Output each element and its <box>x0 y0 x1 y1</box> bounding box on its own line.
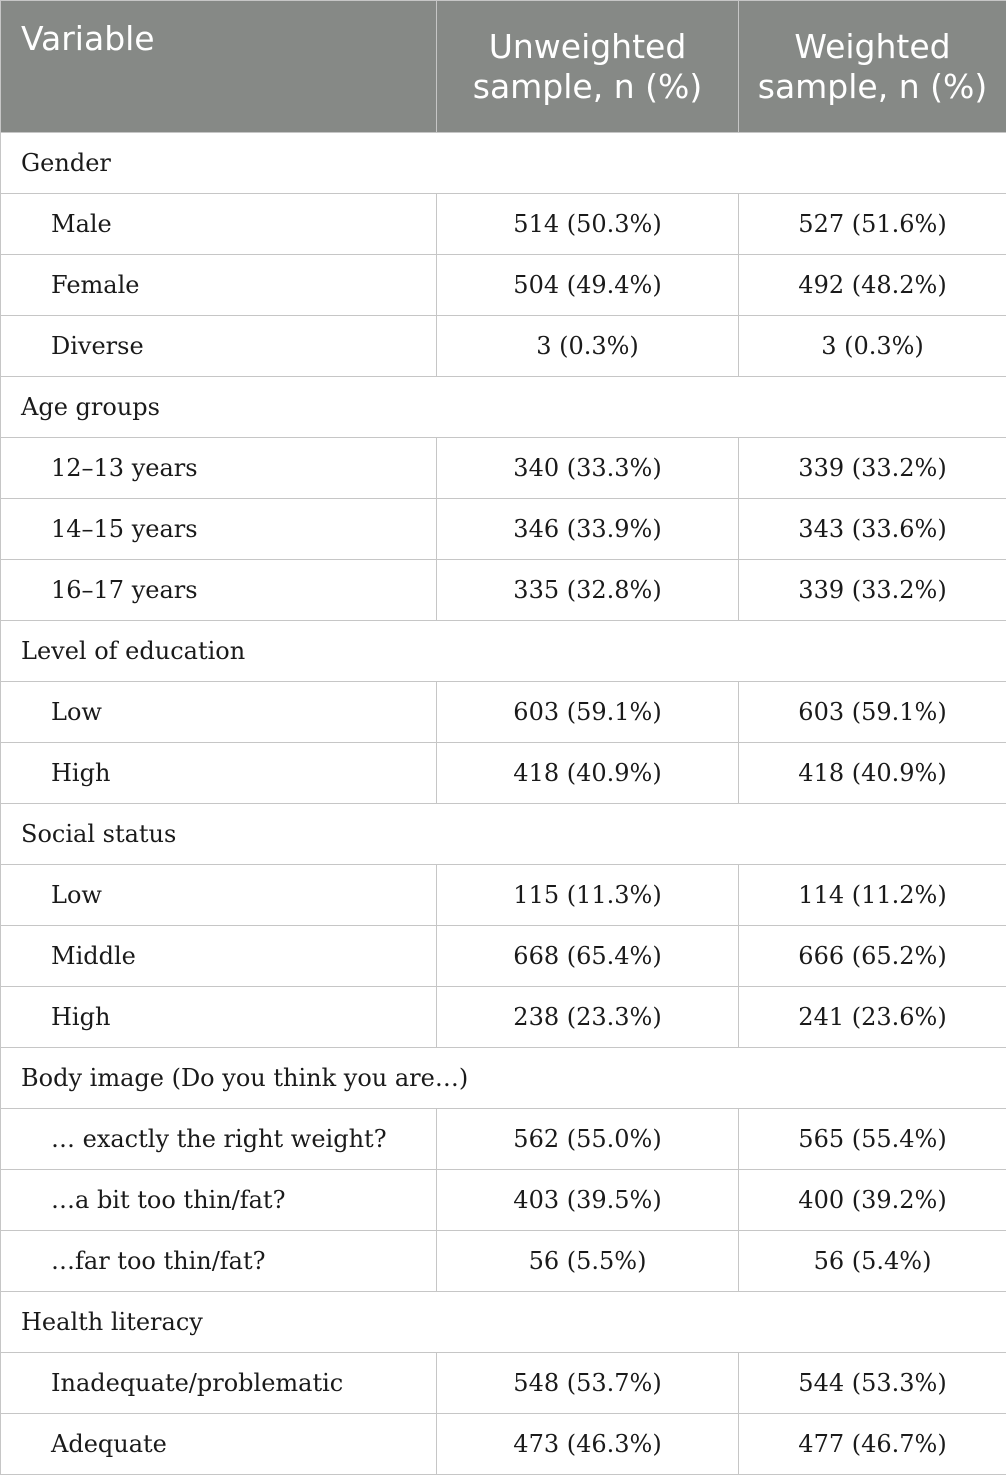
unweighted-value: 418 (40.9%) <box>437 743 739 804</box>
row-label: Low <box>1 682 437 743</box>
group-label: Social status <box>1 804 1006 865</box>
weighted-value: 603 (59.1%) <box>739 682 1006 743</box>
header-unweighted-line2: sample, n (%) <box>472 66 703 106</box>
unweighted-value: 473 (46.3%) <box>437 1414 739 1475</box>
row-label: Diverse <box>1 316 437 377</box>
header-variable: Variable <box>1 1 437 133</box>
group-label: Level of education <box>1 621 1006 682</box>
row-label: High <box>1 743 437 804</box>
table-row <box>1 682 1006 743</box>
group-label: Gender <box>1 133 1006 194</box>
row-label: 12–13 years <box>1 438 437 499</box>
weighted-value: 241 (23.6%) <box>739 987 1006 1048</box>
row-label: 14–15 years <box>1 499 437 560</box>
table-row <box>1 560 1006 621</box>
unweighted-value: 335 (32.8%) <box>437 560 739 621</box>
group-row <box>1 804 1006 865</box>
table-row <box>1 1231 1006 1292</box>
table-row <box>1 1109 1006 1170</box>
table-row <box>1 865 1006 926</box>
row-label: Low <box>1 865 437 926</box>
table-row <box>1 316 1006 377</box>
table-row <box>1 926 1006 987</box>
row-label: High <box>1 987 437 1048</box>
weighted-value: 544 (53.3%) <box>739 1353 1006 1414</box>
group-row <box>1 1048 1006 1109</box>
group-label: Age groups <box>1 377 1006 438</box>
unweighted-value: 115 (11.3%) <box>437 865 739 926</box>
row-label: Female <box>1 255 437 316</box>
unweighted-value: 668 (65.4%) <box>437 926 739 987</box>
table-row <box>1 255 1006 316</box>
weighted-value: 527 (51.6%) <box>739 194 1006 255</box>
table-header <box>1 1 1006 133</box>
table-row <box>1 1353 1006 1414</box>
unweighted-value: 340 (33.3%) <box>437 438 739 499</box>
row-label: … exactly the right weight? <box>1 1109 437 1170</box>
table-body <box>1 133 1006 1475</box>
row-label: Inadequate/problematic <box>1 1353 437 1414</box>
weighted-value: 3 (0.3%) <box>739 316 1006 377</box>
table-row <box>1 438 1006 499</box>
weighted-value: 114 (11.2%) <box>739 865 1006 926</box>
group-row <box>1 377 1006 438</box>
unweighted-value: 504 (49.4%) <box>437 255 739 316</box>
row-label: 16–17 years <box>1 560 437 621</box>
weighted-value: 56 (5.4%) <box>739 1231 1006 1292</box>
row-label: Middle <box>1 926 437 987</box>
unweighted-value: 56 (5.5%) <box>437 1231 739 1292</box>
unweighted-value: 548 (53.7%) <box>437 1353 739 1414</box>
row-label: Male <box>1 194 437 255</box>
row-label: …a bit too thin/fat? <box>1 1170 437 1231</box>
group-label: Body image (Do you think you are…) <box>1 1048 1006 1109</box>
weighted-value: 343 (33.6%) <box>739 499 1006 560</box>
table-row <box>1 499 1006 560</box>
weighted-value: 339 (33.2%) <box>739 560 1006 621</box>
weighted-value: 477 (46.7%) <box>739 1414 1006 1475</box>
weighted-value: 400 (39.2%) <box>739 1170 1006 1231</box>
weighted-value: 492 (48.2%) <box>739 255 1006 316</box>
weighted-value: 666 (65.2%) <box>739 926 1006 987</box>
row-label: Adequate <box>1 1414 437 1475</box>
unweighted-value: 562 (55.0%) <box>437 1109 739 1170</box>
header-weighted <box>739 1 1006 133</box>
table-row <box>1 1170 1006 1231</box>
table-row <box>1 987 1006 1048</box>
unweighted-value: 346 (33.9%) <box>437 499 739 560</box>
unweighted-value: 238 (23.3%) <box>437 987 739 1048</box>
header-row <box>1 1 1006 133</box>
table-row <box>1 1414 1006 1475</box>
unweighted-value: 514 (50.3%) <box>437 194 739 255</box>
weighted-value: 565 (55.4%) <box>739 1109 1006 1170</box>
group-row <box>1 133 1006 194</box>
unweighted-value: 403 (39.5%) <box>437 1170 739 1231</box>
group-row <box>1 1292 1006 1353</box>
group-row <box>1 621 1006 682</box>
unweighted-value: 603 (59.1%) <box>437 682 739 743</box>
row-label: …far too thin/fat? <box>1 1231 437 1292</box>
header-unweighted <box>437 1 739 133</box>
header-unweighted-line1: Unweighted <box>488 26 687 66</box>
unweighted-value: 3 (0.3%) <box>437 316 739 377</box>
weighted-value: 418 (40.9%) <box>739 743 1006 804</box>
group-label: Health literacy <box>1 1292 1006 1353</box>
table-row <box>1 194 1006 255</box>
header-weighted-line1: Weighted <box>794 26 951 66</box>
header-weighted-line2: sample, n (%) <box>757 66 988 106</box>
table-row <box>1 743 1006 804</box>
weighted-value: 339 (33.2%) <box>739 438 1006 499</box>
